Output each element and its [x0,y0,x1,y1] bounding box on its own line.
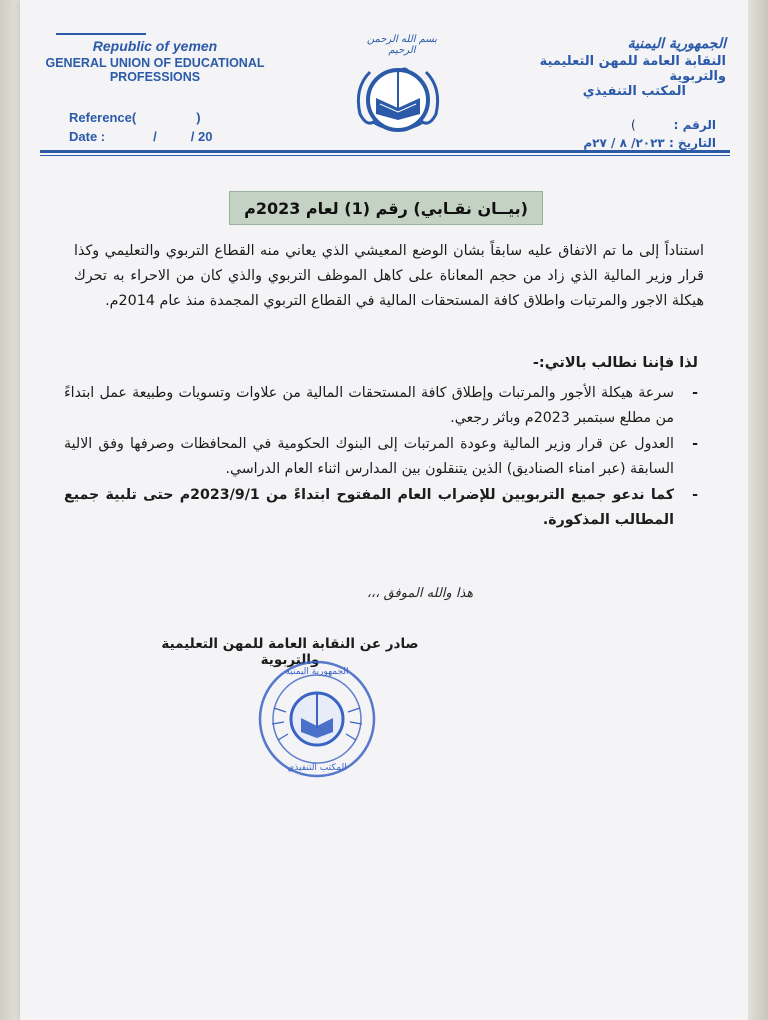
header-top-rule [56,33,146,35]
date-label: Date : [69,129,106,144]
arabic-date-label: التاريخ : [668,136,716,150]
header-divider-thick [40,150,730,153]
header-divider-thin [40,155,730,156]
date-sep-2: / 20 [190,129,213,144]
demand-item [64,483,698,533]
demands-intro: لذا فإننا نطالب بالاتي:- [532,355,698,371]
demand-text: سرعة هيكلة الأجور والمرتبات وإطلاق كافة المستحقات المالية من علاوات وتسويات وطبيعة عمل ابتداءً من مطلع سبتمبر 2023م وباثر رجعي. [64,385,674,426]
arabic-letterhead [486,36,726,99]
reference-label: Reference( [69,110,137,125]
demand-text: كما ندعو جميع التربويين للإضراب العام المفتوح ابتداءً من 2023/9/1م حتى تلبية جميع المطالب المذكورة. [64,487,674,528]
union-logo [350,58,446,142]
paper-left-edge [0,0,20,1020]
closing-phrase: هذا والله الموفق ،،، [366,586,474,601]
stamp-bottom-text: المكتب التنفيذي [287,763,347,773]
statement-title: (بيــان نقـابي) رقم (1) لعام 2023م [229,191,543,225]
stamp-top-text: الجمهورية اليمنية [285,667,349,677]
demand-item [64,432,698,482]
english-country: Republic of yemen [92,38,218,54]
list-dash: - [692,385,698,401]
english-letterhead [45,38,265,84]
demands-list [64,381,698,534]
reference-block [69,108,212,146]
basmala: بسم الله الرحمن الرحيم [366,34,438,56]
arabic-office-name: المكتب التنفيذي [582,84,686,99]
paper-right-edge [748,0,768,1020]
arabic-number-value: ) [630,118,636,132]
arabic-date-value: ٢٠٢٣/ ٨ / ٢٧م [583,136,665,150]
issuer-line: صادر عن النقابة العامة للمهن التعليمية والتربوية [161,636,419,668]
english-union-name-2: PROFESSIONS [109,70,201,84]
arabic-reference-block [583,116,716,152]
date-sep-1: / [153,129,157,144]
list-dash: - [692,436,698,452]
english-union-name: GENERAL UNION OF EDUCATIONAL [45,56,265,70]
demand-text: العدول عن قرار وزير المالية وعودة المرتبات إلى البنوك الحكومية في المحافظات وصرفها وفق الالية السابقة (عبر امناء الصناديق) الذين يتنقلون بين المدارس اثناء العام الدراسي. [64,436,674,477]
demand-item [64,381,698,431]
arabic-union-name: النقابة العامة للمهن التعليمية والتربوية [539,54,726,84]
statement-paragraph: استناداً إلى ما تم الاتفاق عليه سابقاً بشان الوضع المعيشي الذي يعاني منه القطاع التربوي والتعليمي وكذا قرار وزير المالية الذي زاد من حجم المعاناة على كاهل الموظف التربوي والذي كان من الاحراء به تحرك هيكلة الاجور والمرتبات واطلاق كافة المستحقات المالية في القطاع التربوي المجمدة منذ عام 2014م. [74,243,704,309]
list-dash: - [692,487,698,503]
reference-close: ) [196,110,201,125]
arabic-number-label: الرقم : [673,118,716,132]
arabic-country: الجمهورية اليمنية [627,36,726,52]
official-stamp [256,658,378,780]
